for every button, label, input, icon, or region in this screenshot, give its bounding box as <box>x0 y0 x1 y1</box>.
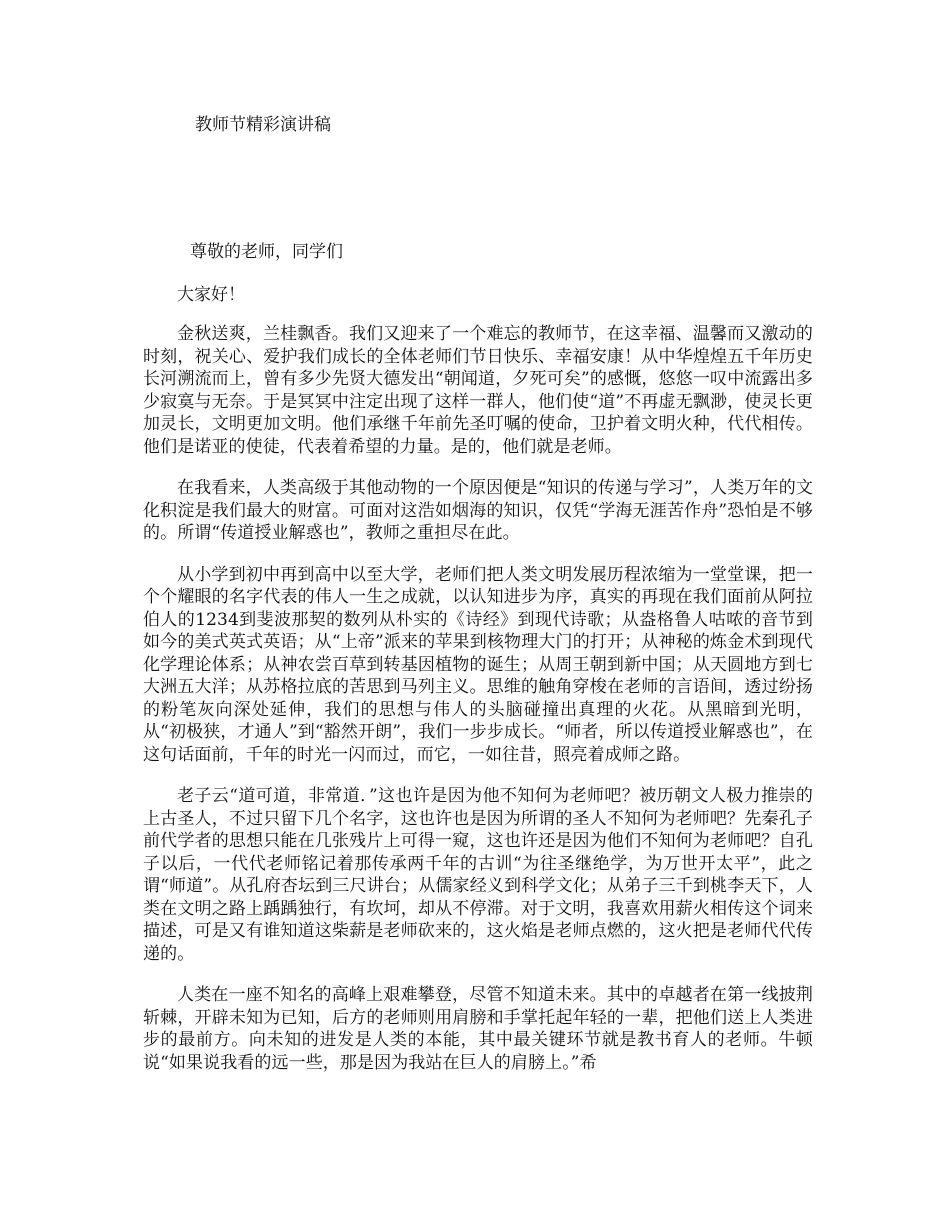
paragraph: 老子云“道可道，非常道．”这也许是因为他不知何为老师吧？被历朝文人极力推崇的上古圣人，不过只留下几个名字，这也许也是因为所谓的圣人不知何为老师吧？先秦孔子前代学者的思想只能在几张残片上可得一窥，这也许还是因为他们不知何为老师吧？自孔子以后，一代代老师铭记着那传承两千年的古训“为往圣继绝学，为万世开太平”，此之谓“师道”。从孔府杏坛到三尺讲台；从儒家经义到科学文化；从弟子三千到桃李天下，人类在文明之路上踽踽独行，有坎坷，却从不停滞。对于文明，我喜欢用薪火相传这个词来描述，可是又有谁知道这柴薪是老师砍来的，这火焰是老师点燃的，这火把是老师代代传递的。 <box>143 786 813 964</box>
paragraph: 金秋送爽，兰桂飘香。我们又迎来了一个难忘的教师节，在这幸福、温馨而又激动的时刻，祝关心、爱护我们成长的全体老师们节日快乐、幸福安康！从中华煌煌五千年历史长河溯流而上，曾有多少先贤大德发出“朝闻道，夕死可矣”的感慨，悠悠一叹中流露出多少寂寞与无奈。于是冥冥中注定出现了这样一群人，他们使“道”不再虚无飘渺，使灵长更加灵长，文明更加文明。他们承继千年前先圣叮嘱的使命，卫护着文明火种，代代相传。他们是诺亚的使徒，代表着希望的力量。是的，他们就是老师。 <box>143 324 813 457</box>
salutation: 尊敬的老师，同学们 <box>190 242 343 262</box>
paragraph: 在我看来，人类高级于其他动物的一个原因便是“知识的传递与学习”，人类万年的文化积淀是我们最大的财富。可面对这浩如烟海的知识，仅凭“学海无涯苦作舟”恐怕是不够的。所谓“传道授业解惑也”，教师之重担尽在此。 <box>143 478 813 543</box>
paragraph: 从小学到初中再到高中以至大学，老师们把人类文明发展历程浓缩为一堂堂课，把一个个耀眼的名字代表的伟人一生之成就，以认知进步为序，真实的再现在我们面前从阿拉伯人的1234到斐波那契的数列从朴实的《诗经》到现代诗歌；从盎格鲁人咕哝的音节到如今的美式英式英语；从“上帝”派来的苹果到核物理大门的打开；从神秘的炼金术到现代化学理论体系；从神农尝百草到转基因植物的诞生；从周王朝到新中国；从天圆地方到七大洲五大洋；从苏格拉底的苦思到马列主义。思维的触角穿梭在老师的言语间，透过纷扬的粉笔灰向深处延伸，我们的思想与伟人的头脑碰撞出真理的火花。从黑暗到光明，从“初极狭，才通人”到“豁然开朗”，我们一步步成长。“师者，所以传道授业解惑也”，在这句话面前，千年的时光一闪而过，而它，一如往昔，照亮着成师之路。 <box>143 564 813 765</box>
paragraph: 人类在一座不知名的高峰上艰难攀登，尽管不知道未来。其中的卓越者在第一线披荆斩棘，开辟未知为已知，后方的老师则用肩膀和手掌托起年轻的一辈，把他们送上人类进步的最前方。向未知的进发是人类的本能，其中最关键环节就是教书育人的老师。牛顿说“如果说我看的远一些，那是因为我站在巨人的肩膀上。”希 <box>143 985 813 1073</box>
greeting: 大家好！ <box>177 285 245 305</box>
page-title: 教师节精彩演讲稿 <box>195 115 331 135</box>
body-text <box>143 323 813 1093</box>
